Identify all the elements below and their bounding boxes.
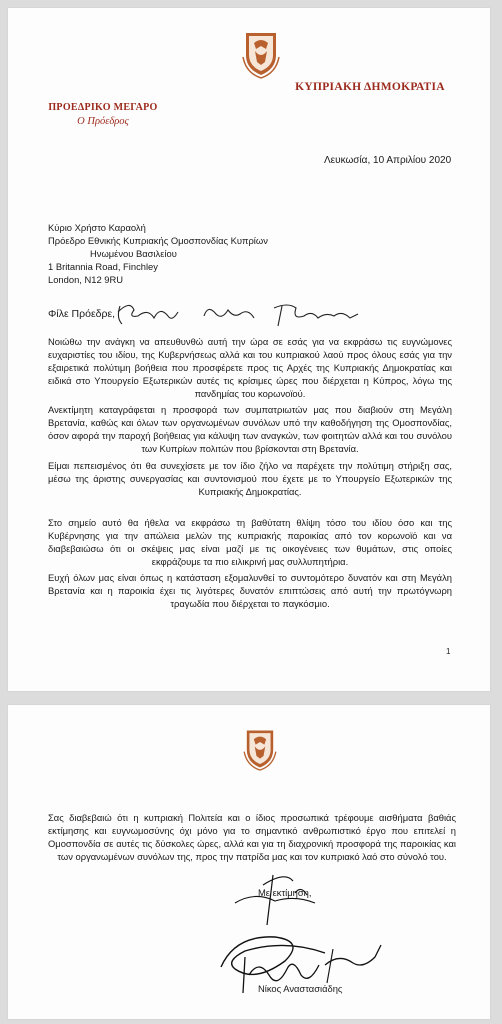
recipient-title-cont: Ηνωμένου Βασιλείου [90,248,177,259]
paragraph-3: Είμαι πεπεισμένος ότι θα συνεχίσετε με τον ίδιο ζήλο να παρέχετε την πολύτιμη στήριξη σας, μέσω της άριστης συνεργασίας και συντονισμού που έχετε με το Υπουργείο Εξωτερικών της Κυπριακής Δημοκρατίας. [48,460,452,498]
paragraph-4: Στο σημείο αυτό θα ήθελα να εκφράσω τη βαθύτατη θλίψη τόσο του ιδίου όσο και της Κυβέρνησης για την απώλεια μελών της κυπριακής παροικίας από τον κορωνοϊό και να διαβεβαιώσω ότι οι σκέψεις μας είναι μαζί με τις οικογένειες των θυμάτων, στις οποίες εκφράζουμε τα πιο ειλικρινή μας συλλυπητήρια. [48,517,452,568]
signature [215,865,385,1000]
letterhead-palace [38,101,168,129]
recipient-street: 1 Britannia Road, Finchley [48,261,158,272]
paragraph-6: Σας διαβεβαιώ ότι η κυπριακή Πολιτεία και ο ίδιος προσωπικά τρέφουμε αισθήματα βαθιάς εκτίμησης και ευγνωμοσύνης όχι μόνο για το σημαντικό ανθρωπιστικό έργο που επιτελεί η Ομοσπονδία σε αυτές τις δύσκολες ώρες, αλλά και για τη διαχρονική προσφορά της παροικίας και των οργανωμένων συνόλων της, προς την πατρίδα μας και τον κυπριακό λαό στο σύνολό του. [48,812,456,863]
letter-date: Λευκωσία, 10 Απριλίου 2020 [324,155,452,166]
cyprus-coat-of-arms-icon [240,29,282,79]
page-number: 1 [446,647,451,656]
recipient-name: Κύριο Χρήστο Καραολή [48,222,146,233]
recipient-address [48,221,268,286]
paragraph-2: Ανεκτίμητη καταγράφεται η προσφορά των συμπατριωτών μας που διαβιούν στη Μεγάλη Βρετανία, καθώς και όλων των οργανωμένων συνόλων υπό την καθοδήγηση της Ομοσπονδίας, όσον αφορά την παροχή βοήθειας για κάλυψη των αναγκών, των φοιτητών αλλά και του συνόλου των Κυπρίων πολιτών που βρίσκονται στη Βρετανία. [48,404,452,455]
closing: Με εκτίμηση, [258,887,312,898]
letter-page-1 [8,8,490,691]
recipient-title: Πρόεδρο Εθνικής Κυπριακής Ομοσπονδίας Κυπρίων [48,235,268,246]
palace-subtitle: Ο Πρόεδρος [77,116,129,127]
palace-title: ΠΡΟΕΔΡΙΚΟ ΜΕΓΑΡΟ [48,102,158,113]
cyprus-coat-of-arms-icon [240,727,280,771]
letterhead-republic: ΚΥΠΡΙΑΚΗ ΔΗΜΟΚΡΑΤΙΑ [295,81,445,93]
signer-name: Νίκος Αναστασιάδης [258,983,343,994]
salutation: Φίλε Πρόεδρε, [48,308,116,320]
handwritten-greeting [108,296,368,330]
paragraph-1: Νοιώθω την ανάγκη να απευθυνθώ αυτή την ώρα σε εσάς για να εκφράσω τις ευγνώμονες ευχαριστίες του ιδίου, της Κυβερνήσεως αλλά και του κυπριακού λαού προς όλους εσάς για την εξαιρετικά πολύτιμη βοήθεια που προσφέρετε προς τις Αρχές της Κυπριακής Δημοκρατίας και ειδικά στο Υπουργείο Εξωτερικών αυτές τις κρίσιμες ώρες που διέρχεται η Κύπρος, λόγω της πανδημίας του κορωνοϊού. [48,336,452,400]
paragraph-5: Ευχή όλων μας είναι όπως η κατάσταση εξομαλυνθεί το συντομότερο δυνατόν και στη Μεγάλη Βρετανία και η παροικία έχει τις λιγότερες δυνατόν επιπτώσεις από αυτή την πρωτόγνωρη τραγωδία που διέρχεται το παγκόσμιο. [48,572,452,610]
recipient-city: London, N12 9RU [48,274,124,285]
